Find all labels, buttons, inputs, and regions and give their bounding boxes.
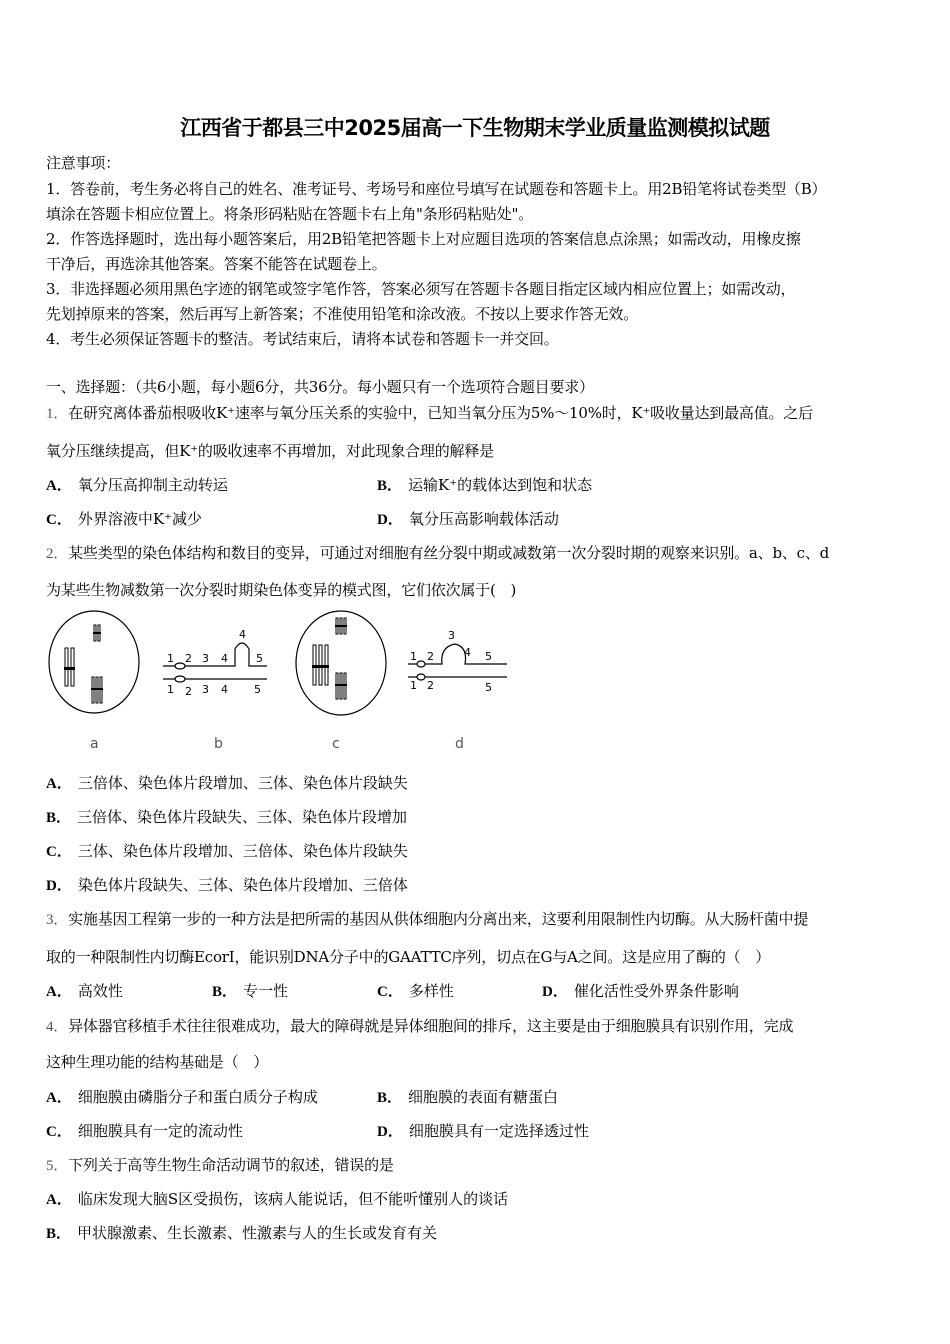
page-title: 江西省于都县三中2025届高一下生物期末学业质量监测模拟试题	[180, 116, 770, 140]
q5-option-a: A． 临床发现大脑S区受损伤，该病人能说话，但不能听懂别人的谈话	[46, 1190, 509, 1208]
svg-text:c: c	[332, 736, 340, 752]
question-number: 4．	[46, 1019, 69, 1035]
q2-option-a: A． 三倍体、染色体片段增加、三体、染色体片段缺失	[46, 774, 408, 792]
question-text: 实施基因工程第一步的一种方法是把所需的基因从供体细胞内分离出来，这要利用限制性内切酶。从大肠杆菌中提	[68, 910, 809, 928]
svg-text:1: 1	[410, 650, 417, 663]
question-text: 下列关于高等生物生命活动调节的叙述，错误的是	[68, 1156, 394, 1174]
notice-line: 4．考生必须保证答题卡的整洁。考试结束后，请将本试卷和答题卡一并交回。	[46, 330, 559, 348]
notice-line: 3．非选择题必须用黑色字迹的钢笔或签字笔作答，答案必须写在答题卡各题目指定区域内相应位置上；如需改动，	[46, 280, 796, 298]
question-number: 3．	[46, 912, 69, 928]
question-4-stem	[46, 1015, 793, 1036]
svg-text:5: 5	[256, 652, 263, 665]
svg-text:5: 5	[485, 681, 492, 694]
question-text: 异体器官移植手术往往很难成功，最大的障碍就是异体细胞间的排斥，这主要是由于细胞膜具有识别作用，完成	[68, 1017, 794, 1035]
notice-line: 1．答卷前，考生务必将自己的姓名、准考证号、考场号和座位号填写在试题卷和答题卡上。用2B铅笔将试卷类型（B）	[46, 180, 827, 198]
q3-option-c: C． 多样性	[377, 982, 454, 1000]
q2-option-c: C． 三体、染色体片段增加、三倍体、染色体片段缺失	[46, 842, 408, 860]
q4-option-b: B． 细胞膜的表面有糖蛋白	[377, 1088, 559, 1106]
svg-text:2: 2	[185, 652, 192, 665]
svg-text:5: 5	[485, 650, 492, 663]
svg-text:4: 4	[239, 628, 246, 641]
svg-text:3: 3	[202, 652, 209, 665]
q3-option-d: D． 催化活性受外界条件影响	[542, 982, 739, 1000]
question-1-stem	[46, 402, 813, 423]
question-2-stem-cont: 为某些生物减数第一次分裂时期染色体变异的模式图，它们依次属于( )	[46, 581, 517, 599]
section-heading: 一、选择题：（共6小题，每小题6分，共36分。每小题只有一个选项符合题目要求）	[46, 378, 594, 396]
q2-option-b: B． 三倍体、染色体片段缺失、三体、染色体片段增加	[46, 808, 408, 826]
figure-b-duplication	[163, 643, 267, 682]
question-3-stem-cont: 取的一种限制性内切酶EcorI，能识别DNA分子中的GAATTC序列，切点在G与A之间。这是应用了酶的（ ）	[46, 948, 771, 966]
svg-text:a: a	[90, 736, 99, 752]
question-text: 在研究离体番茄根吸收K⁺速率与氧分压关系的实验中，已知当氧分压为5%～10%时，K⁺吸收量达到最高值。之后	[68, 404, 813, 422]
svg-text:3: 3	[448, 629, 455, 642]
q3-option-b: B． 专一性	[212, 982, 289, 1000]
svg-text:4: 4	[464, 646, 471, 659]
svg-text:1: 1	[167, 683, 174, 696]
notice-line: 先划掉原来的答案，然后再写上新答案；不准使用铅笔和涂改液。不按以上要求作答无效。	[46, 305, 639, 323]
svg-text:1: 1	[167, 652, 174, 665]
svg-text:d: d	[455, 736, 464, 752]
svg-text:b: b	[214, 736, 223, 752]
notice-line: 2．作答选择题时，选出每小题答案后，用2B铅笔把答题卡上对应题目选项的答案信息点涂黑；如需改动，用橡皮擦	[46, 230, 801, 248]
question-text: 某些类型的染色体结构和数目的变异，可通过对细胞有丝分裂中期或减数第一次分裂时期的观察来识别。a、b、c、d	[68, 544, 830, 562]
q1-option-c: C． 外界溶液中K⁺减少	[46, 510, 202, 528]
question-number: 5．	[46, 1158, 69, 1174]
q1-option-a: A． 氧分压高抑制主动转运	[46, 476, 228, 494]
q3-option-a: A． 高效性	[46, 982, 123, 1000]
notice-line: 干净后，再选涂其他答案。答案不能答在试题卷上。	[46, 255, 387, 273]
question-2-stem	[46, 542, 829, 563]
figure-c-cell	[296, 611, 386, 715]
svg-text:2: 2	[185, 685, 192, 698]
q4-option-d: D． 细胞膜具有一定选择透过性	[377, 1122, 589, 1140]
figure-d-deletion	[408, 644, 507, 680]
question-5-stem	[46, 1154, 394, 1175]
q1-option-b: B． 运输K⁺的载体达到饱和状态	[377, 476, 593, 494]
question-number: 2．	[46, 546, 69, 562]
question-1-stem-cont: 氧分压继续提高，但K⁺的吸收速率不再增加，对此现象合理的解释是	[46, 442, 494, 460]
svg-text:3: 3	[202, 683, 209, 696]
question-3-stem	[46, 908, 808, 929]
q2-option-d: D． 染色体片段缺失、三体、染色体片段增加、三倍体	[46, 876, 408, 894]
svg-text:2: 2	[427, 650, 434, 663]
notice-line: 填涂在答题卡相应位置上。将条形码粘贴在答题卡右上角"条形码粘贴处"。	[46, 205, 534, 223]
svg-text:2: 2	[427, 679, 434, 692]
chromosome-variation-figure	[45, 605, 515, 755]
q5-option-b: B． 甲状腺激素、生长激素、性激素与人的生长或发育有关	[46, 1224, 438, 1242]
q1-option-d: D． 氧分压高影响载体活动	[377, 510, 559, 528]
svg-text:1: 1	[410, 679, 417, 692]
svg-text:4: 4	[221, 652, 228, 665]
question-number: 1．	[46, 406, 69, 422]
q4-option-c: C． 细胞膜具有一定的流动性	[46, 1122, 243, 1140]
svg-text:4: 4	[221, 683, 228, 696]
notice-heading: 注意事项：	[46, 154, 121, 172]
figure-a-cell	[49, 611, 139, 713]
q4-option-a: A． 细胞膜由磷脂分子和蛋白质分子构成	[46, 1088, 318, 1106]
svg-text:5: 5	[254, 683, 261, 696]
question-4-stem-cont: 这种生理功能的结构基础是（ ）	[46, 1053, 269, 1071]
